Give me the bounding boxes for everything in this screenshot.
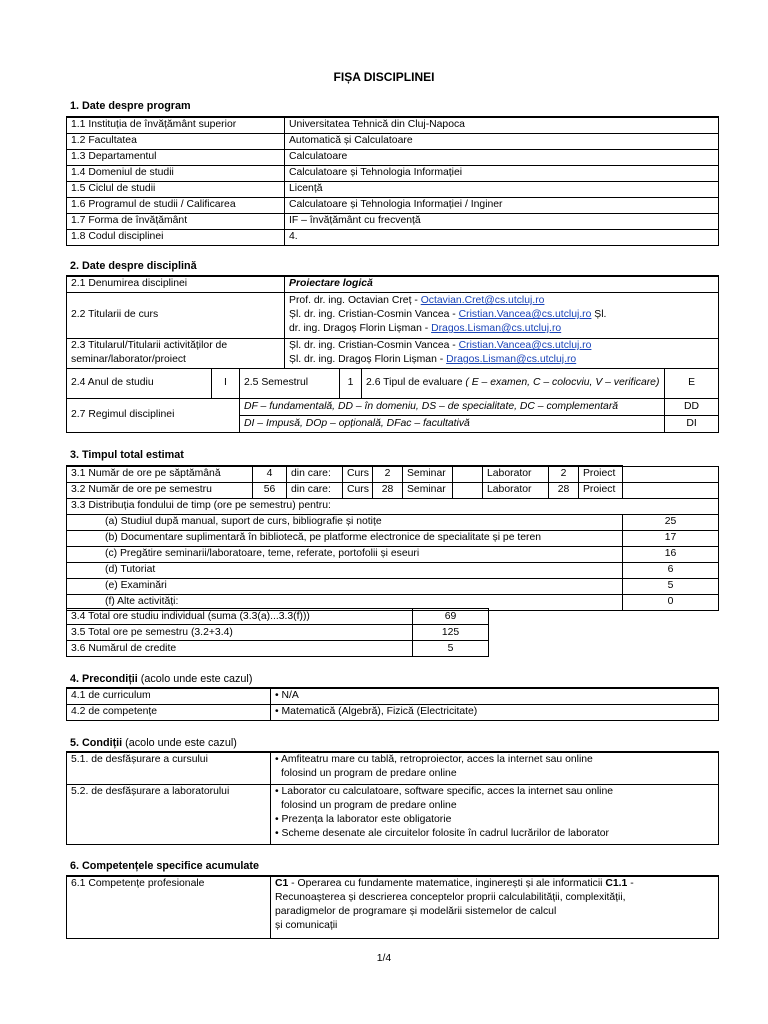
- totals-label: 3.6 Numărul de credite: [67, 641, 413, 657]
- hours-cell: 3.1 Număr de ore pe săptămână: [67, 466, 253, 482]
- titulari-curs-value: Prof. dr. ing. Octavian Creț - Octavian.Cret@cs.utcluj.ro Șl. dr. ing. Cristian-Cosmin Vancea - Cristian.Vancea@cs.utcluj.ro Șl. dr. ing. Dragoș Florin Lișman - Dragos.Lisman@cs.utcluj.ro: [285, 292, 719, 338]
- hours-cell: [453, 466, 483, 482]
- conditii-laborator-label: 5.2. de desfășurare a laboratorului: [67, 784, 271, 844]
- section-4-heading: 4. Precondiții (acolo unde este cazul): [70, 673, 253, 685]
- anul-value: I: [212, 368, 240, 398]
- program-label: 1.4 Domeniul de studii: [67, 165, 285, 181]
- hours-cell: 2: [549, 466, 579, 482]
- semestrul-label: 2.5 Semestrul: [240, 368, 340, 398]
- hours-cell: Laborator: [483, 482, 549, 498]
- distribution-value: 25: [623, 514, 719, 530]
- email-link[interactable]: Octavian.Cret@cs.utcluj.ro: [420, 295, 545, 306]
- hours-cell: 28: [549, 482, 579, 498]
- totals-row: [67, 609, 489, 625]
- program-label: 1.7 Forma de învățământ: [67, 213, 285, 229]
- distribution-label: (c) Pregătire seminarii/laboratoare, teme, referate, portofolii și eseuri: [67, 546, 623, 562]
- hours-cell: 56: [253, 482, 287, 498]
- regim-options-a: DF – fundamentală, DD – în domeniu, DS – de specialitate, DC – complementară: [240, 398, 665, 415]
- distribution-label: (e) Examinări: [67, 578, 623, 594]
- hours-row: [67, 482, 719, 498]
- hours-cell: 28: [373, 482, 403, 498]
- evaluare-value: E: [665, 368, 719, 398]
- hours-cell-empty: [623, 482, 719, 498]
- regim-value-b: DI: [665, 415, 719, 432]
- precondition-label: 4.1 de curriculum: [67, 688, 271, 704]
- hours-cell: Seminar: [403, 466, 453, 482]
- distribution-value: 0: [623, 594, 719, 610]
- preconditions-table: [66, 687, 719, 721]
- conditii-laborator-value: • Laborator cu calculatoare, software specific, acces la internet sau online folosind un program de predare online • Prezența la laborator este obligatorie • Scheme desenate ale circuitelor folosite în cadrul lucrărilor de laborator: [271, 784, 719, 844]
- section-5-heading: 5. Condiții (acolo unde este cazul): [70, 737, 237, 749]
- regim-options-b: DI – Impusă, DOp – opțională, DFac – facultativă: [240, 415, 665, 432]
- program-label: 1.2 Facultatea: [67, 133, 285, 149]
- section-3-heading: 3. Timpul total estimat: [70, 449, 184, 461]
- email-link[interactable]: Dragos.Lisman@cs.utcluj.ro: [446, 354, 577, 365]
- program-row: [67, 149, 719, 165]
- competente-profesionale-label: 6.1 Competențe profesionale: [67, 876, 271, 938]
- precondition-label: 4.2 de competențe: [67, 704, 271, 720]
- distribution-row: [67, 514, 719, 530]
- precondition-value: • Matematică (Algebră), Fizică (Electricitate): [271, 704, 719, 720]
- conditions-table: [66, 751, 719, 845]
- precondition-row: [67, 704, 719, 720]
- evaluare-label: 2.6 Tipul de evaluare ( E – examen, C – colocviu, V – verificare): [362, 368, 665, 398]
- program-row: [67, 197, 719, 213]
- hours-cell: 2: [373, 466, 403, 482]
- hours-cell: din care:: [287, 482, 343, 498]
- document-title: FIȘA DISCIPLINEI: [333, 70, 435, 84]
- section-1-heading: 1. Date despre program: [70, 100, 191, 112]
- semestrul-value: 1: [340, 368, 362, 398]
- distribution-label: (a) Studiul după manual, suport de curs, bibliografie și notițe: [67, 514, 623, 530]
- email-link[interactable]: Dragos.Lisman@cs.utcluj.ro: [431, 323, 562, 334]
- totals-label: 3.4 Total ore studiu individual (suma (3.3(a)...3.3(f))): [67, 609, 413, 625]
- regim-value-a: DD: [665, 398, 719, 415]
- conditii-curs-label: 5.1. de desfășurare a cursului: [67, 752, 271, 784]
- distribution-row: [67, 530, 719, 546]
- program-row: [67, 133, 719, 149]
- competente-profesionale-value: C1 - Operarea cu fundamente matematice, inginerești și ale informaticii C1.1 - Recunoașterea și descrierea conceptelor proprii calculabilității, complexității, paradigmelor de programare și modelării sistemelor de calcul și comunicații: [271, 876, 719, 938]
- anul-label: 2.4 Anul de studiu: [67, 368, 212, 398]
- program-value: Licență: [285, 181, 719, 197]
- distribution-value: 16: [623, 546, 719, 562]
- program-value: Universitatea Tehnică din Cluj-Napoca: [285, 117, 719, 133]
- totals-row: [67, 641, 489, 657]
- distribution-value: 6: [623, 562, 719, 578]
- totals-value: 5: [413, 641, 489, 657]
- distribution-label: (d) Tutoriat: [67, 562, 623, 578]
- conditii-curs-value: • Amfiteatru mare cu tablă, retroproiector, acces la internet sau online folosind un program de predare online: [271, 752, 719, 784]
- program-value: 4.: [285, 229, 719, 245]
- program-value: Calculatoare și Tehnologia Informației: [285, 165, 719, 181]
- totals-value: 125: [413, 625, 489, 641]
- program-row: [67, 181, 719, 197]
- precondition-row: [67, 688, 719, 704]
- time-table: [66, 465, 719, 611]
- regim-label: 2.7 Regimul disciplinei: [67, 398, 240, 432]
- program-row: [67, 229, 719, 245]
- page-number: 1/4: [376, 953, 392, 964]
- hours-cell: Proiect: [579, 466, 623, 482]
- hours-row: [67, 466, 719, 482]
- program-label: 1.5 Ciclul de studii: [67, 181, 285, 197]
- hours-cell: 3.2 Număr de ore pe semestru: [67, 482, 253, 498]
- distribution-row: [67, 578, 719, 594]
- program-label: 1.6 Programul de studii / Calificarea: [67, 197, 285, 213]
- distribution-value: 5: [623, 578, 719, 594]
- program-value: Automatică și Calculatoare: [285, 133, 719, 149]
- program-row: [67, 213, 719, 229]
- hours-cell: 4: [253, 466, 287, 482]
- program-value: Calculatoare: [285, 149, 719, 165]
- program-row: [67, 117, 719, 133]
- hours-cell: Proiect: [579, 482, 623, 498]
- course-name: Proiectare logică: [285, 276, 719, 292]
- program-value: IF – învățământ cu frecvență: [285, 213, 719, 229]
- hours-cell-empty: [623, 466, 719, 482]
- precondition-value: • N/A: [271, 688, 719, 704]
- distributie-label: 3.3 Distribuția fondului de timp (ore pe semestru) pentru:: [67, 498, 719, 514]
- section-2-heading: 2. Date despre disciplină: [70, 260, 197, 272]
- program-value: Calculatoare și Tehnologia Informației / Inginer: [285, 197, 719, 213]
- hours-cell: din care:: [287, 466, 343, 482]
- denumire-label: 2.1 Denumirea disciplinei: [67, 276, 285, 292]
- program-label: 1.3 Departamentul: [67, 149, 285, 165]
- program-table: [66, 116, 719, 246]
- totals-value: 69: [413, 609, 489, 625]
- totals-table: [66, 608, 489, 657]
- distribution-label: (b) Documentare suplimentară în bibliotecă, pe platforme electronice de specialitate și pe teren: [67, 530, 623, 546]
- totals-label: 3.5 Total ore pe semestru (3.2+3.4): [67, 625, 413, 641]
- program-label: 1.1 Instituția de învățământ superior: [67, 117, 285, 133]
- distribution-label: (f) Alte activități:: [67, 594, 623, 610]
- distribution-value: 17: [623, 530, 719, 546]
- email-link[interactable]: Cristian.Vancea@cs.utcluj.ro: [458, 309, 592, 320]
- program-row: [67, 165, 719, 181]
- hours-cell: Curs: [343, 482, 373, 498]
- distribution-row: [67, 562, 719, 578]
- totals-row: [67, 625, 489, 641]
- titulari-activitati-label: 2.3 Titularul/Titularii activităților de seminar/laborator/proiect: [67, 338, 285, 368]
- titulari-curs-label: 2.2 Titularii de curs: [67, 292, 285, 338]
- discipline-table: [66, 275, 719, 433]
- program-label: 1.8 Codul disciplinei: [67, 229, 285, 245]
- distribution-row: [67, 546, 719, 562]
- hours-cell: [453, 482, 483, 498]
- competences-table: [66, 875, 719, 939]
- email-link[interactable]: Cristian.Vancea@cs.utcluj.ro: [458, 340, 592, 351]
- hours-cell: Curs: [343, 466, 373, 482]
- hours-cell: Seminar: [403, 482, 453, 498]
- hours-cell: Laborator: [483, 466, 549, 482]
- titulari-activitati-value: Șl. dr. ing. Cristian-Cosmin Vancea - Cristian.Vancea@cs.utcluj.ro Șl. dr. ing. Dragoș Florin Lișman - Dragos.Lisman@cs.utcluj.ro: [285, 338, 719, 368]
- section-6-heading: 6. Competențele specifice acumulate: [70, 860, 260, 872]
